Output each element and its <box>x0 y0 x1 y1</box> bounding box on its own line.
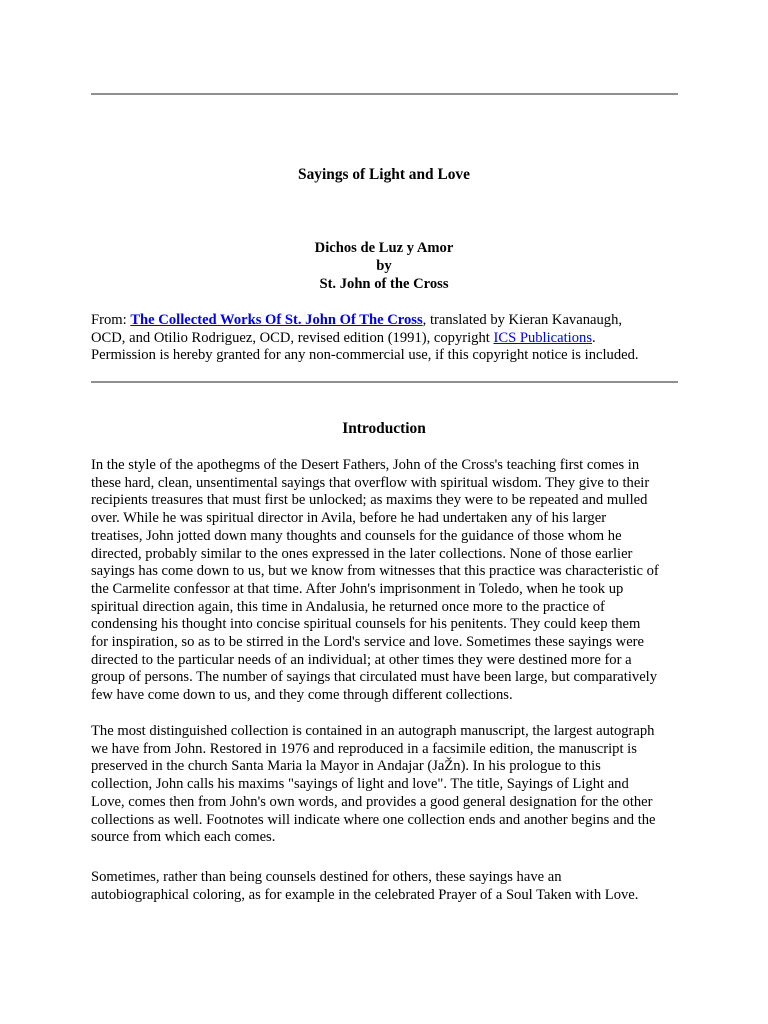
paragraph-line: preserved in the church Santa Maria la Mayor in Andajar (JaŽn). In his prologue to this <box>91 758 601 775</box>
permission-text: Permission is hereby granted for any non-commercial use, if this copyright notice is included. <box>91 347 639 363</box>
paragraph-line: directed, probably similar to the ones expressed in the later collections. None of those earlier <box>91 545 633 562</box>
subtitle-spanish-title: Dichos de Luz y Amor <box>314 240 454 256</box>
paragraph-line: the Carmelite confessor at that time. After John's imprisonment in Toledo, when he took up <box>91 580 624 597</box>
paragraph-line: condensing his thought into concise spiritual counsels for his penitents. They could keep them <box>91 616 641 633</box>
paragraph-line: for inspiration, so as to be stirred in the Lord's service and love. Sometimes these sayings were <box>91 634 645 651</box>
paragraph-line: In the style of the apothegms of the Desert Fathers, John of the Cross's teaching first comes in <box>91 457 640 473</box>
paragraph-line: these hard, clean, unsentimental sayings that overflow with spiritual wisdom. They give to their <box>91 474 650 491</box>
paragraph-line: Sometimes, rather than being counsels destined for others, these sayings have an <box>91 869 562 885</box>
paragraph-line: spiritual direction again, this time in Andalusia, he returned once more to the practice of <box>91 598 605 615</box>
source-period: . <box>592 329 596 346</box>
paragraph-line: over. While he was spiritual director in Avila, before he had undertaken any of his larger <box>91 510 607 527</box>
paragraph-line: sayings has come down to us, but we know from witnesses that this practice was characteristic of <box>91 563 659 580</box>
paragraph-line: autobiographical coloring, as for example in the celebrated Prayer of a Soul Taken with Love. <box>91 886 639 903</box>
paragraph-line: few have come down to us, and they come through different collections. <box>91 687 513 704</box>
paragraph-line: source from which each comes. <box>91 829 276 846</box>
source-edition-text: OCD, and Otilio Rodriguez, OCD, revised edition (1991), copyright <box>91 329 494 346</box>
paragraph-line: group of persons. The number of sayings that circulated must have been large, but comparatively <box>91 669 658 686</box>
paragraph-line: collections as well. Footnotes will indicate where one collection ends and another begins and the <box>91 811 656 828</box>
paragraph-line: Love, comes then from John's own words, and provides a good general designation for the other <box>91 793 653 810</box>
collected-works-link[interactable]: The Collected Works Of St. John Of The Cross <box>130 312 423 328</box>
paragraph-line: directed to the particular needs of an individual; at other times they were destined more for a <box>91 651 632 668</box>
ics-publications-link[interactable]: ICS Publications <box>493 329 592 346</box>
paragraph-line: collection, John calls his maxims "sayings of light and love". The title, Sayings of Light and <box>91 776 629 793</box>
paragraph-line: we have from John. Restored in 1976 and reproduced in a facsimile edition, the manuscript is <box>91 740 637 757</box>
page-title: Sayings of Light and Love <box>298 166 470 183</box>
paragraph-1 <box>91 457 683 705</box>
paragraph-2 <box>91 723 683 847</box>
top-divider <box>91 93 678 95</box>
subtitle-block <box>0 239 768 293</box>
paragraph-3 <box>91 869 683 904</box>
source-notice <box>91 312 678 365</box>
subtitle-author: St. John of the Cross <box>319 276 449 292</box>
subtitle-by: by <box>376 258 392 274</box>
source-prefix: From: <box>91 312 131 328</box>
paragraph-line: treatises, John jotted down many thoughts and counsels for the guidance of those whom he <box>91 527 622 544</box>
paragraph-line: The most distinguished collection is contained in an autograph manuscript, the largest autograph <box>91 723 655 739</box>
introduction-heading: Introduction <box>342 420 426 437</box>
paragraph-line: recipients treasures that must first be unlocked; as maxims they were to be repeated and mulled <box>91 492 648 509</box>
middle-divider <box>91 381 678 383</box>
source-translator-text: , translated by Kieran Kavanaugh, <box>422 312 623 328</box>
